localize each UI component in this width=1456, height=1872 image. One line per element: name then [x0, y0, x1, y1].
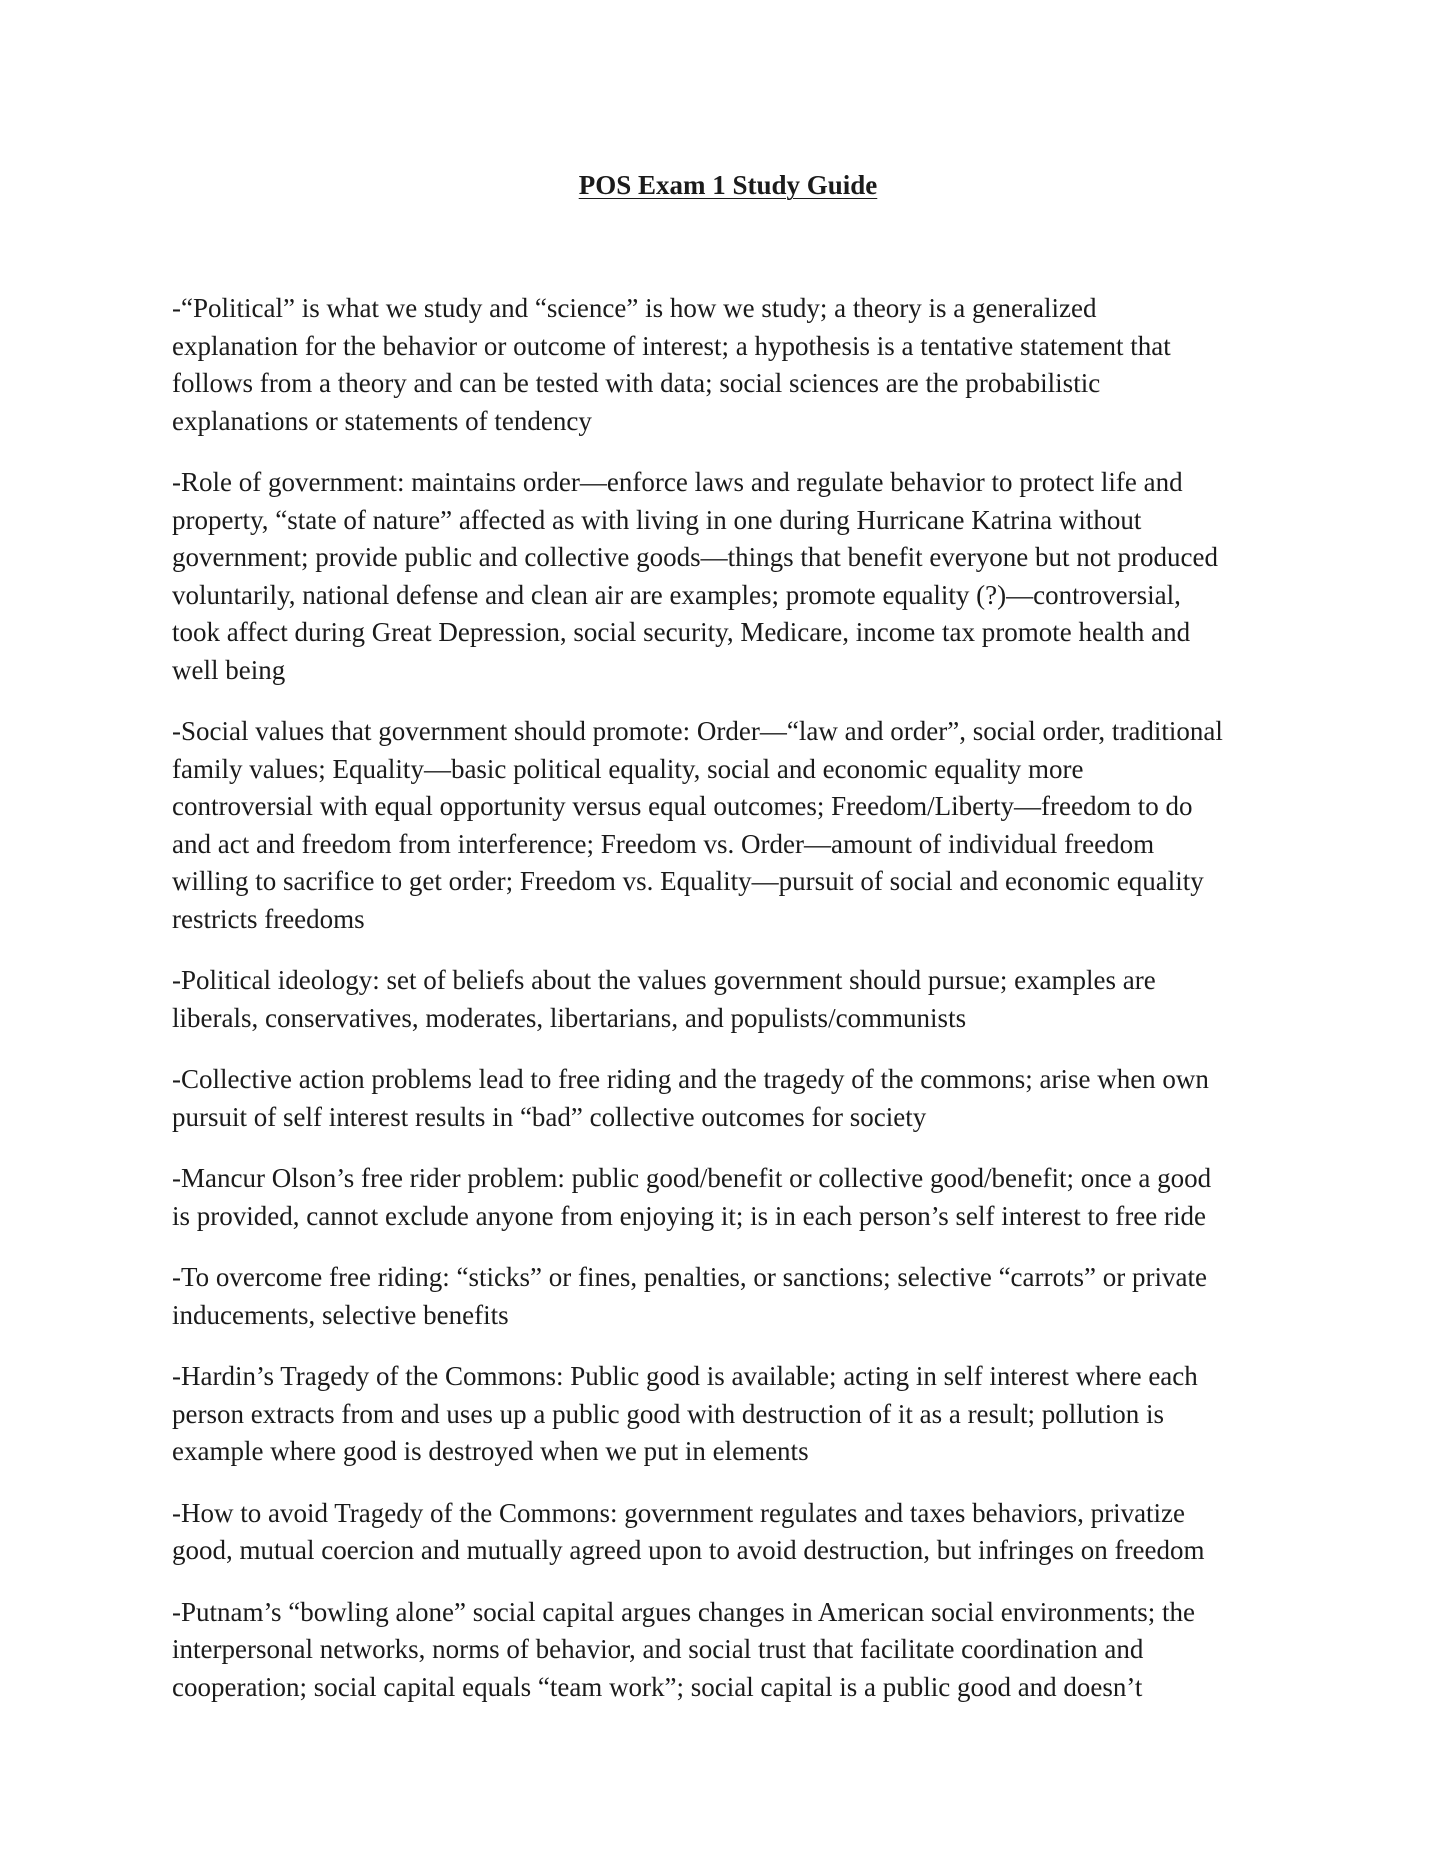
- paragraph: [172, 1259, 1292, 1334]
- document-body: [172, 290, 1292, 1730]
- paragraph: [172, 1495, 1292, 1570]
- paragraph-line: and act and freedom from interference; Freedom vs. Order—amount of individual freedom: [172, 828, 1155, 859]
- paragraph-line: cooperation; social capital equals “team work”; social capital is a public good and doesn’t: [172, 1671, 1143, 1702]
- paragraph: [172, 1594, 1292, 1707]
- paragraph-line: explanations or statements of tendency: [172, 405, 592, 436]
- paragraph: [172, 290, 1292, 440]
- paragraph-line: example where good is destroyed when we put in elements: [172, 1436, 809, 1466]
- paragraph-line: took affect during Great Depression, social security, Medicare, income tax promote health and: [172, 617, 1191, 647]
- paragraph-line: restricts freedoms: [172, 903, 365, 934]
- paragraph-line: -Social values that government should promote: Order—“law and order”, social order, traditional: [172, 716, 1223, 746]
- paragraph-line: liberals, conservatives, moderates, libertarians, and populists/communists: [172, 1002, 967, 1033]
- paragraph-line: good, mutual coercion and mutually agreed upon to avoid destruction, but infringes on freedom: [172, 1535, 1205, 1565]
- paragraph: [172, 1160, 1292, 1235]
- paragraph-line: explanation for the behavior or outcome of interest; a hypothesis is a tentative statement that: [172, 330, 1171, 361]
- paragraph-line: family values; Equality—basic political equality, social and economic equality more: [172, 753, 1084, 784]
- document-title-text: POS Exam 1 Study Guide: [578, 170, 878, 200]
- paragraph-line: -Putnam’s “bowling alone” social capital argues changes in American social environments; the: [172, 1596, 1195, 1627]
- paragraph-line: well being: [172, 654, 286, 685]
- paragraph-line: -“Political” is what we study and “science” is how we study; a theory is a generalized: [172, 293, 1097, 323]
- paragraph-line: -Hardin’s Tragedy of the Commons: Public good is available; acting in self interest where each: [172, 1361, 1198, 1391]
- paragraph-line: -Political ideology: set of beliefs about the values government should pursue; examples are: [172, 965, 1156, 995]
- paragraph-line: voluntarily, national defense and clean air are examples; promote equality (?)—controversial,: [172, 579, 1181, 610]
- paragraph: [172, 962, 1292, 1037]
- paragraph-line: property, “state of nature” affected as with living in one during Hurricane Katrina without: [172, 504, 1142, 535]
- paragraph: [172, 713, 1292, 938]
- paragraph-line: pursuit of self interest results in “bad” collective outcomes for society: [172, 1101, 927, 1132]
- paragraph-line: interpersonal networks, norms of behavior, and social trust that facilitate coordination and: [172, 1634, 1144, 1664]
- paragraph-line: inducements, selective benefits: [172, 1299, 509, 1330]
- paragraph-line: -How to avoid Tragedy of the Commons: government regulates and taxes behaviors, privatize: [172, 1497, 1186, 1528]
- paragraph-line: -Role of government: maintains order—enforce laws and regulate behavior to protect life and: [172, 467, 1183, 497]
- paragraph: [172, 1358, 1292, 1471]
- paragraph-line: willing to sacrifice to get order; Freedom vs. Equality—pursuit of social and economic equality: [172, 866, 1204, 896]
- paragraph-line: is provided, cannot exclude anyone from enjoying it; is in each person’s self interest to free ride: [172, 1200, 1206, 1231]
- paragraph: [172, 464, 1292, 689]
- paragraph-line: follows from a theory and can be tested with data; social sciences are the probabilistic: [172, 368, 1101, 398]
- paragraph-line: controversial with equal opportunity versus equal outcomes; Freedom/Liberty—freedom to do: [172, 791, 1193, 821]
- paragraph: [172, 1061, 1292, 1136]
- paragraph-line: person extracts from and uses up a public good with destruction of it as a result; pollution is: [172, 1398, 1165, 1429]
- paragraph-line: government; provide public and collective goods—things that benefit everyone but not produced: [172, 542, 1218, 572]
- document-title: [0, 168, 1456, 202]
- paragraph-line: -Mancur Olson’s free rider problem: public good/benefit or collective good/benefit; once a good: [172, 1163, 1212, 1193]
- paragraph-line: -Collective action problems lead to free riding and the tragedy of the commons; arise when own: [172, 1064, 1209, 1094]
- paragraph-line: -To overcome free riding: “sticks” or fines, penalties, or sanctions; selective “carrots” or private: [172, 1262, 1207, 1292]
